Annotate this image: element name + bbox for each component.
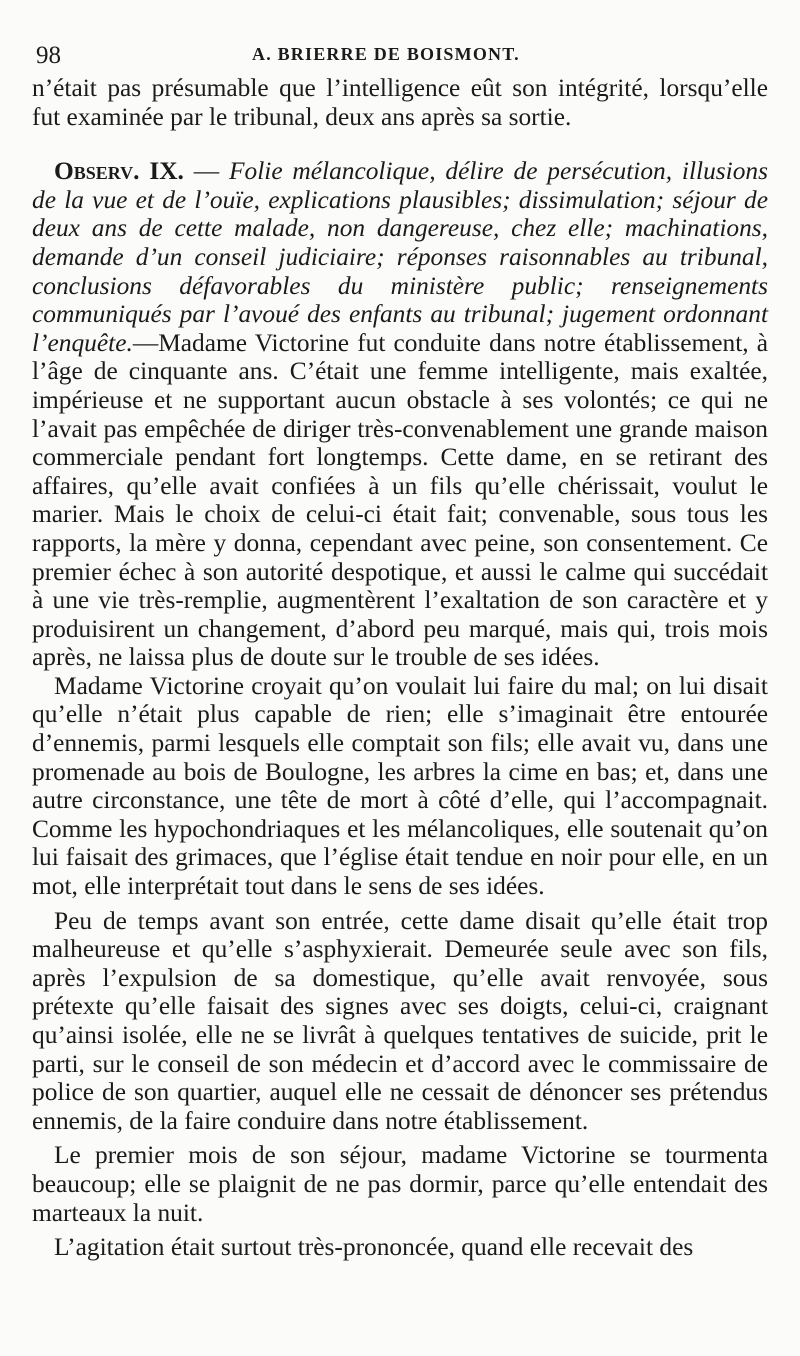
observation-dash: — xyxy=(193,157,220,186)
observation-summary: Folie mélancolique, délire de persécution, illusions de la vue et de l’ouïe, explications plausibles; dissimulation; séjour de deux ans de cette malade, non dangereuse, chez elle; machinations, demande d’un conseil judiciaire; réponses raisonnables au tribunal, conclusions défavorables du ministère public; renseignements communiqués par l’avoué des enfants au tribunal; jugement ordonnant l’enquête. xyxy=(32,157,768,357)
running-head xyxy=(32,30,768,70)
paragraph-continuation: n’était pas présumable que l’intelligence eût son intégrité, lorsqu’elle fut examinée par le tribunal, deux ans après sa sortie. xyxy=(32,74,768,131)
paragraph-symptoms: Madame Victorine croyait qu’on voulait lui faire du mal; on lui disait qu’elle n’était plus capable de rien; elle s’imaginait être entourée d’ennemis, parmi lesquels elle comptait son fils; elle avait vu, dans une promenade au bois de Boulogne, les arbres la cime en bas; et, dans une autre circonstance, une tête de mort à côté d’elle, qui l’accompagnait. Comme les hypochondriaques et les mélancoliques, elle soutenait qu’on lui faisait des grimaces, que l’église était tendue en noir pour elle, en un mot, elle interprétait tout dans le sens de ses idées. xyxy=(32,671,768,901)
paragraph-agitation: L’agitation était surtout très-prononcée, quand elle recevait des xyxy=(54,1233,694,1262)
paragraph-admission: Peu de temps avant son entrée, cette dame disait qu’elle était trop malheureuse et qu’elle s’asphyxierait. Demeurée seule avec son fils, après l’expulsion de sa domestique, qu’elle avait renvoyée, sous prétexte qu’elle faisait des signes avec ses doigts, celui-ci, craignant qu’ainsi isolée, elle ne se livrât à quelques tentatives de suicide, prit le parti, sur le conseil de son médecin et d’accord avec le commissaire de police de son quartier, auquel elle ne cessait de dénoncer ses prétendus ennemis, de la faire conduire dans notre établissement. xyxy=(32,906,768,1135)
observation-number: IX. xyxy=(149,157,184,186)
page-text xyxy=(32,74,768,1262)
running-title: A. BRIERRE DE BOISMONT. xyxy=(252,44,520,64)
observation-label: Observ. xyxy=(54,157,140,186)
observation-paragraph xyxy=(32,157,768,672)
page-number: 98 xyxy=(36,42,61,69)
paragraph-first-month: Le premier mois de son séjour, madame Victorine se tourmenta beaucoup; elle se plaignit de ne pas dormir, parce qu’elle entendait des marteaux la nuit. xyxy=(32,1141,768,1227)
observation-text: —Madame Victorine fut conduite dans notre établissement, à l’âge de cinquante ans. C’était une femme intelligente, mais exaltée, impérieuse et ne supportant aucun obstacle à ses volontés; ce qui ne l’avait pas empêchée de diriger très-convenablement une grande maison commerciale pendant fort longtemps. Cette dame, en se retirant des affaires, qu’elle avait confiées à un fils qu’elle chérissait, voulut le marier. Mais le choix de celui-ci était fait; convenable, sous tous les rapports, la mère y donna, cependant avec peine, son consentement. Ce premier échec à son autorité despotique, et aussi le calme qui succédait à une vie très-remplie, augmentèrent l’exaltation de son caractère et y produisirent un changement, d’abord peu marqué, mais qui, trois mois après, ne laissa plus de doute sur le trouble de ses idées. xyxy=(32,328,768,672)
